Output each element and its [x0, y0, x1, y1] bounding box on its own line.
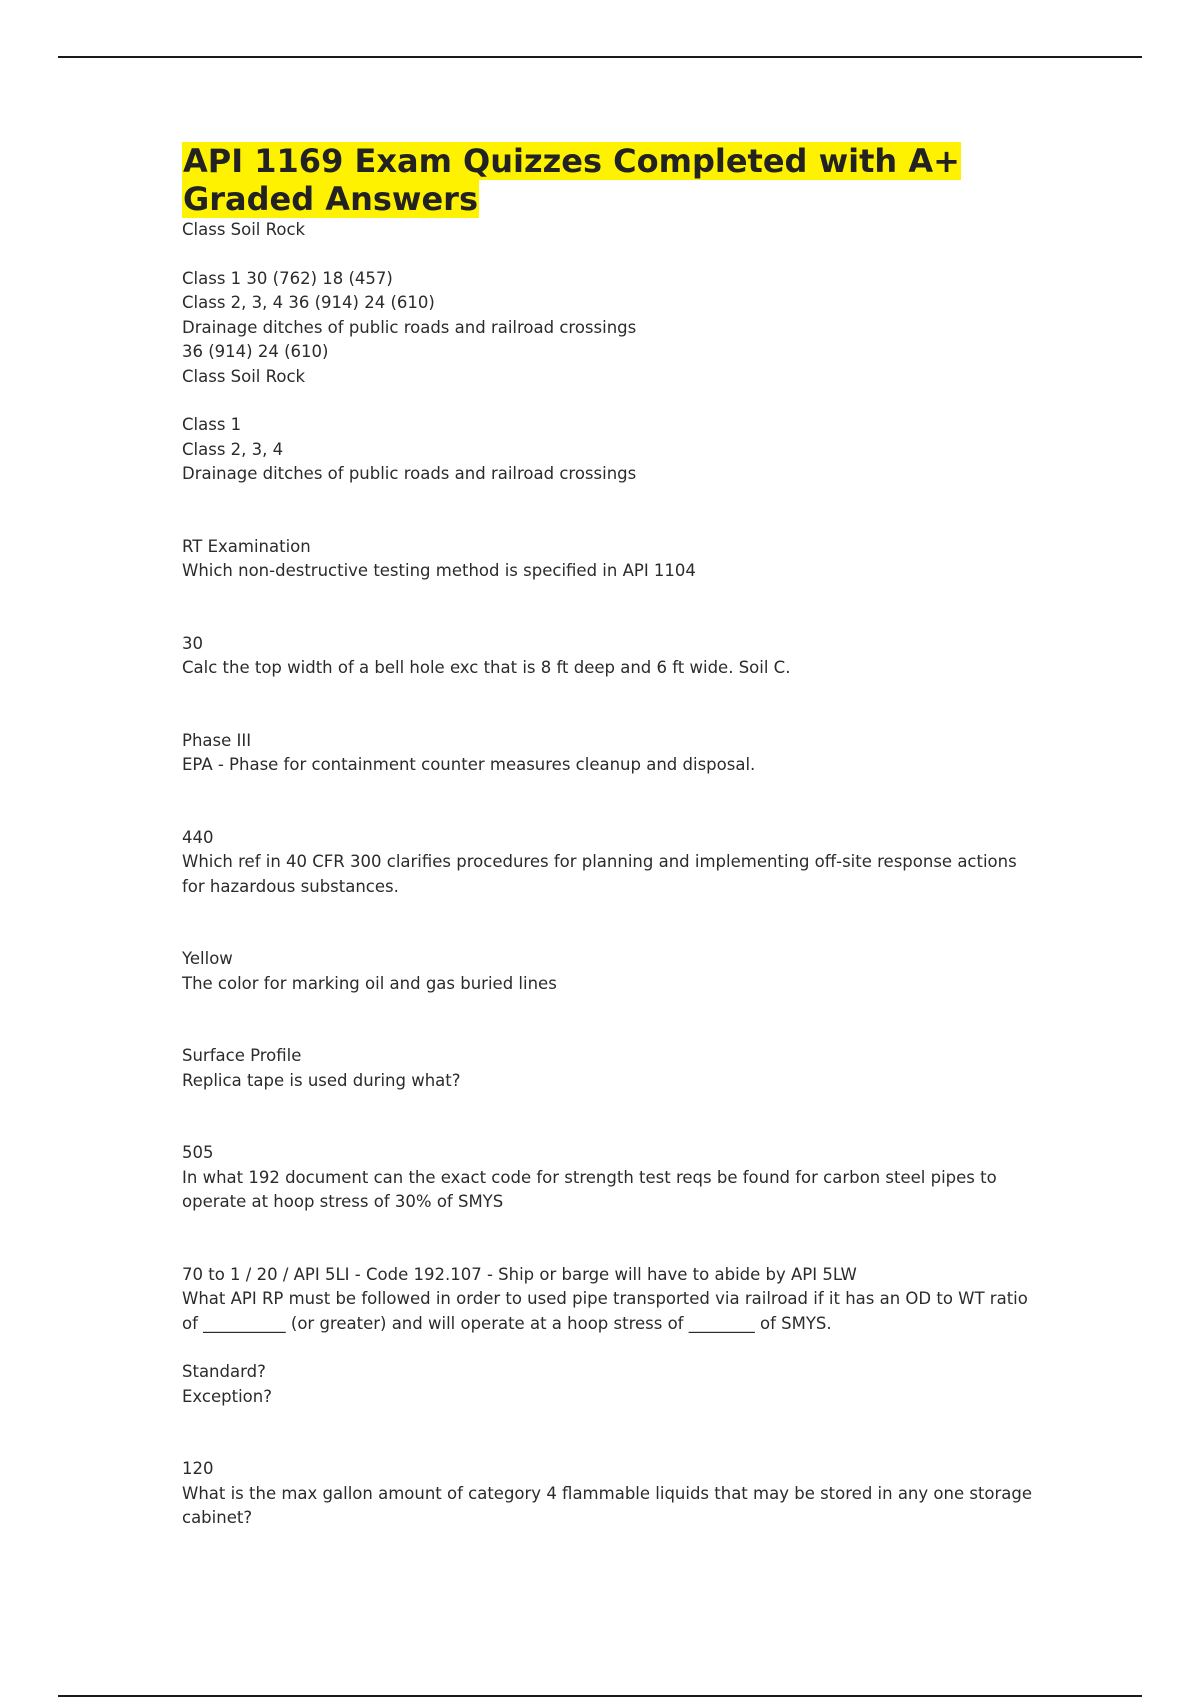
intro-table-2-row: Class 1 — [182, 415, 242, 434]
qa-item — [182, 947, 1042, 996]
intro-table-1-row: Class 2, 3, 4 36 (914) 24 (610) — [182, 293, 435, 312]
intro-table-1-row: Class 1 30 (762) 18 (457) — [182, 268, 393, 288]
qa-item — [182, 826, 1042, 900]
qa-question: What API RP must be followed in order to used pipe transported via railroad if it has an OD to WT ratio of __________ (or greater) and will operate at a hoop stress of ________ of SMYS. — [182, 1289, 1034, 1333]
qa-answer: 505 — [182, 1143, 214, 1162]
qa-item — [182, 535, 1042, 584]
document-title — [182, 142, 1042, 218]
intro-table-2-row: Class 2, 3, 4 — [182, 439, 284, 459]
qa-question: Replica tape is used during what? — [182, 1070, 461, 1090]
intro-table-2-row: Drainage ditches of public roads and railroad crossings — [182, 464, 637, 483]
qa-question: The color for marking oil and gas buried lines — [182, 973, 557, 993]
intro-table-1-header: Class Soil Rock — [182, 220, 306, 239]
qa-item — [182, 1044, 1042, 1093]
qa-question: Which non-destructive testing method is specified in API 1104 — [182, 561, 696, 580]
qa-item — [182, 1141, 1042, 1215]
qa-answer: 440 — [182, 827, 214, 847]
qa-question: Which ref in 40 CFR 300 clarifies procedures for planning and implementing off-site response actions for hazardous substances. — [182, 852, 1022, 896]
qa-extra-standard: Standard? — [182, 1362, 266, 1381]
qa-question: In what 192 document can the exact code for strength test reqs be found for carbon steel pipes to operate at hoop stress of 30% of SMYS — [182, 1167, 1002, 1211]
qa-answer: 30 — [182, 633, 203, 653]
qa-question: Calc the top width of a bell hole exc that is 8 ft deep and 6 ft wide. Soil C. — [182, 658, 791, 677]
qa-item — [182, 729, 1042, 778]
intro-table-1 — [182, 218, 1042, 365]
qa-item — [182, 1263, 1042, 1410]
intro-table-2 — [182, 365, 1042, 487]
document-body — [182, 142, 1042, 1531]
intro-table-1-row: 36 (914) 24 (610) — [182, 342, 329, 361]
qa-question: EPA - Phase for containment counter measures cleanup and disposal. — [182, 755, 756, 774]
qa-question: What is the max gallon amount of category 4 flammable liquids that may be stored in any one storage cabinet? — [182, 1483, 1038, 1527]
intro-table-2-header: Class Soil Rock — [182, 366, 306, 386]
intro-table-1-row: Drainage ditches of public roads and railroad crossings — [182, 317, 637, 337]
title-highlight: API 1169 Exam Quizzes Completed with A+ Graded Answers — [183, 142, 960, 218]
footer-rule — [58, 1695, 1142, 1697]
qa-answer: Surface Profile — [182, 1046, 302, 1065]
qa-item — [182, 1457, 1042, 1531]
qa-answer: Phase III — [182, 730, 252, 750]
qa-answer: 120 — [182, 1459, 214, 1478]
qa-answer: 70 to 1 / 20 / API 5LI - Code 192.107 - Ship or barge will have to abide by API 5LW — [182, 1264, 857, 1284]
qa-extra-exception: Exception? — [182, 1386, 272, 1406]
qa-item — [182, 632, 1042, 681]
qa-answer: RT Examination — [182, 536, 311, 556]
qa-answer: Yellow — [182, 949, 233, 968]
header-rule — [58, 56, 1142, 58]
